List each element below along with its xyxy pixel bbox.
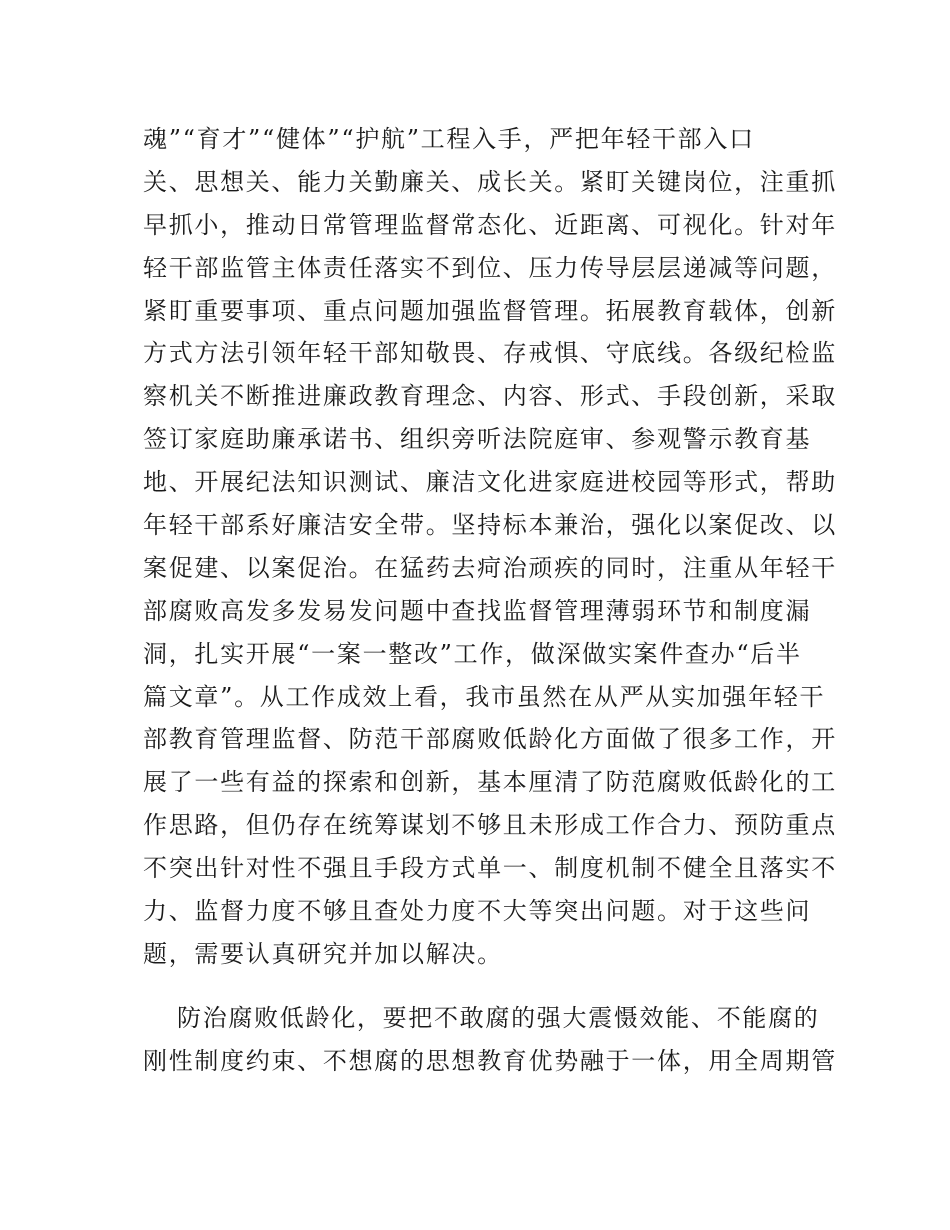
text-line: 不突出针对性不强且手段方式单一、制度机制不健全且落实不 <box>143 854 837 883</box>
text-line: 魂”“育才”“健体”“护航”工程入手，严把年轻干部入口 <box>143 125 755 153</box>
text-line: 签订家庭助廉承诺书、组织旁听法院庭审、参观警示教育基 <box>143 425 812 454</box>
text-line: 察机关不断推进廉政教育理念、内容、形式、手段创新，采取 <box>143 382 837 411</box>
text-line: 年轻干部系好廉洁安全带。坚持标本兼治，强化以案促改、以 <box>143 511 837 540</box>
paragraph-2 <box>143 997 837 1083</box>
text-line: 题，需要认真研究并加以解决。 <box>143 939 503 968</box>
text-line: 地、开展纪法知识测试、廉洁文化进家庭进校园等形式，帮助 <box>143 468 837 497</box>
text-line: 案促建、以案促治。在猛药去疴治顽疾的同时，注重从年轻干 <box>143 553 837 582</box>
text-line: 篇文章”。从工作成效上看，我市虽然在从严从实加强年轻干 <box>143 682 826 711</box>
text-line: 展了一些有益的探索和创新，基本厘清了防范腐败低龄化的工 <box>143 768 837 797</box>
text-line: 刚性制度约束、不想腐的思想教育优势融于一体，用全周期管 <box>143 1046 837 1075</box>
text-line: 轻干部监管主体责任落实不到位、压力传导层层递减等问题， <box>143 253 837 282</box>
text-line: 方式方法引领年轻干部知敬畏、存戒惧、守底线。各级纪检监 <box>143 339 837 368</box>
text-line: 关、思想关、能力关勤廉关、成长关。紧盯关键岗位，注重抓 <box>143 167 837 196</box>
paragraph-1 <box>143 118 837 976</box>
text-line: 紧盯重要事项、重点问题加强监督管理。拓展教育载体，创新 <box>143 296 837 325</box>
text-line: 早抓小，推动日常管理监督常态化、近距离、可视化。针对年 <box>143 210 837 239</box>
text-line: 部腐败高发多发易发问题中查找监督管理薄弱环节和制度漏 <box>143 596 812 625</box>
text-line: 力、监督力度不够且查处力度不大等突出问题。对于这些问 <box>143 897 812 926</box>
text-line: 洞，扎实开展“一案一整改”工作，做深做实案件查办“后半 <box>143 639 802 668</box>
text-line: 作思路，但仍存在统筹谋划不够且未形成工作合力、预防重点 <box>143 811 837 840</box>
text-line: 部教育管理监督、防范干部腐败低龄化方面做了很多工作，开 <box>143 725 837 754</box>
text-line: 防治腐败低龄化，要把不敢腐的强大震慑效能、不能腐的 <box>177 1004 820 1032</box>
